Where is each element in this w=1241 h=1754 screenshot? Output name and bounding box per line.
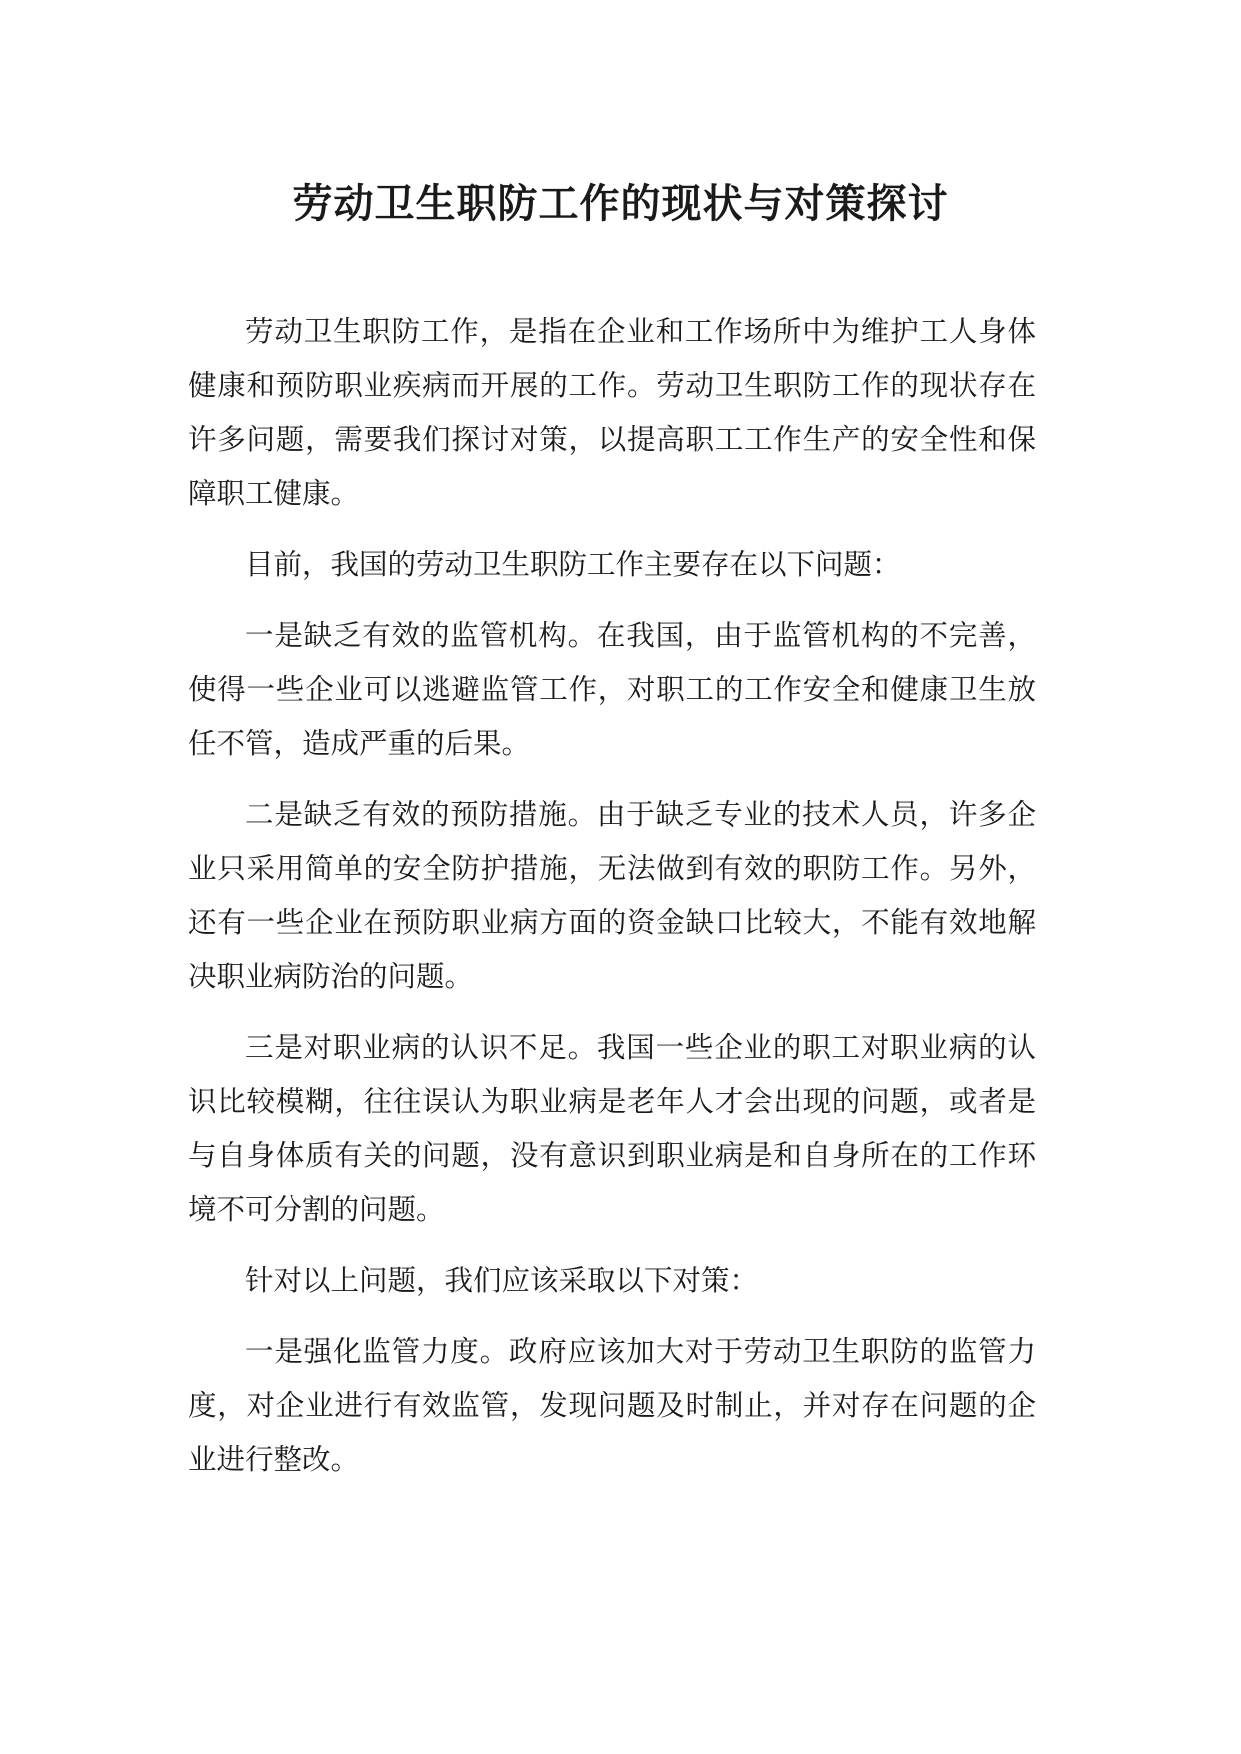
paragraph-problem-3: 三是对职业病的认识不足。我国一些企业的职工对职业病的认识比较模糊，往往误认为职业病是老年人才会出现的问题，或者是与自身体质有关的问题，没有意识到职业病是和自身所在的工作环境不可分割的问题。 (188, 1031, 1036, 1226)
paragraph-measure-1: 一是强化监管力度。政府应该加大对于劳动卫生职防的监管力度，对企业进行有效监管，发现问题及时制止，并对存在问题的企业进行整改。 (188, 1335, 1036, 1476)
paragraph-problems-lead: 目前，我国的劳动卫生职防工作主要存在以下问题： (245, 548, 901, 581)
document-title: 劳动卫生职防工作的现状与对策探讨 (292, 181, 949, 227)
document-body (188, 305, 1036, 1504)
paragraph-measures-lead: 针对以上问题，我们应该采取以下对策： (245, 1264, 759, 1297)
paragraph-problem-2: 二是缺乏有效的预防措施。由于缺乏专业的技术人员，许多企业只采用简单的安全防护措施，无法做到有效的职防工作。另外，还有一些企业在预防职业病方面的资金缺口比较大，不能有效地解决职业病防治的问题。 (188, 798, 1036, 993)
paragraph-intro: 劳动卫生职防工作，是指在企业和工作场所中为维护工人身体健康和预防职业疾病而开展的工作。劳动卫生职防工作的现状存在许多问题，需要我们探讨对策，以提高职工工作生产的安全性和保障职工健康。 (188, 315, 1036, 510)
paragraph-problem-1: 一是缺乏有效的监管机构。在我国，由于监管机构的不完善，使得一些企业可以逃避监管工作，对职工的工作安全和健康卫生放任不管，造成严重的后果。 (188, 619, 1036, 760)
